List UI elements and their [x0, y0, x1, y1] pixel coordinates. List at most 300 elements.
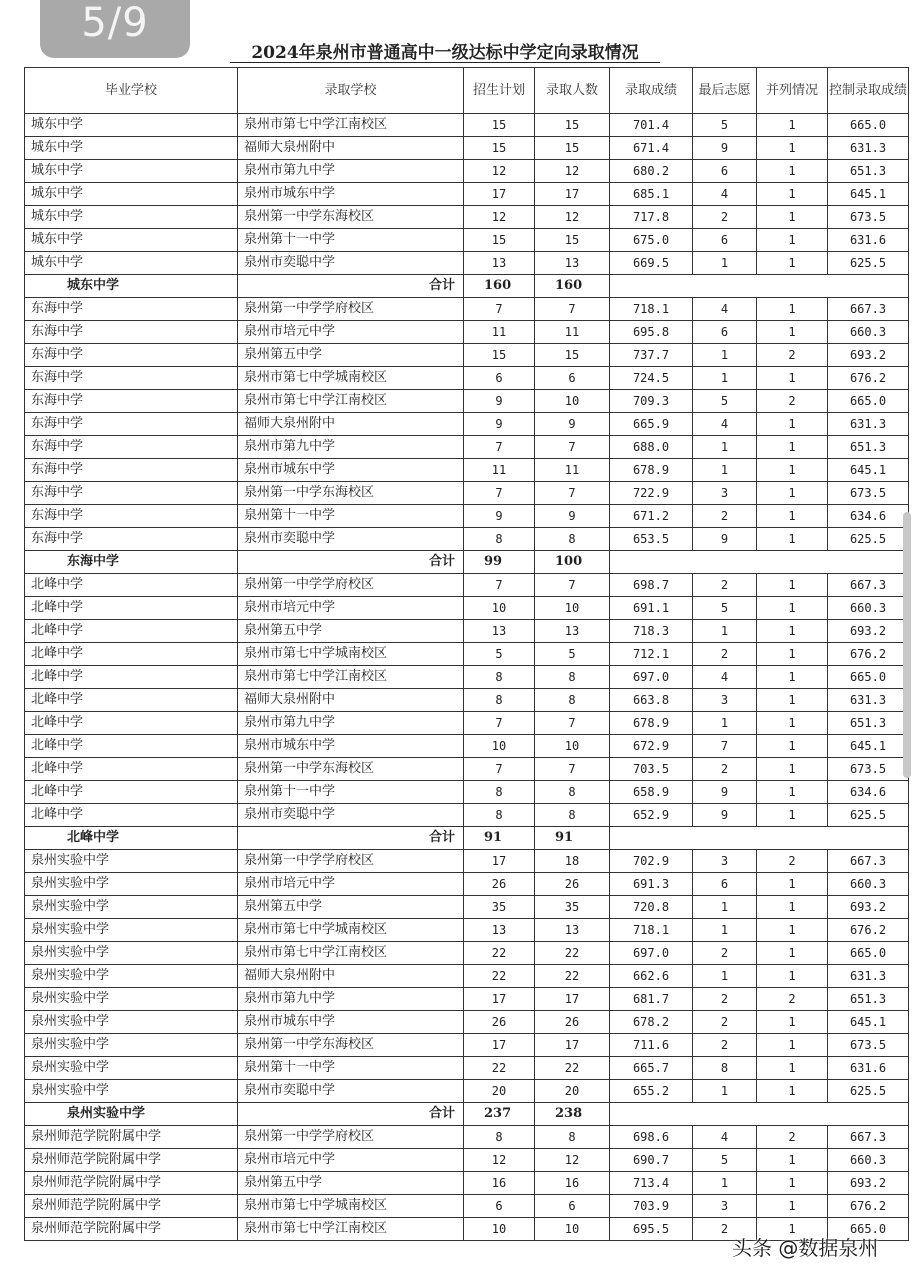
cell-admitting-school: 泉州第五中学 — [238, 344, 464, 367]
cell-control-score: 651.3 — [828, 160, 909, 183]
table-row — [25, 1172, 909, 1195]
cell-last-choice: 4 — [693, 1126, 757, 1149]
table-row — [25, 574, 909, 597]
cell-graduate-school: 泉州实验中学 — [25, 873, 238, 896]
cell-last-choice: 1 — [693, 896, 757, 919]
cell-enrollment-plan: 7 — [464, 712, 535, 735]
cell-admission-score: 709.3 — [610, 390, 693, 413]
cell-enrollment-plan: 15 — [464, 114, 535, 137]
table-row — [25, 505, 909, 528]
cell-graduate-school: 泉州实验中学 — [25, 1080, 238, 1103]
cell-graduate-school: 泉州实验中学 — [25, 988, 238, 1011]
cell-last-choice: 8 — [693, 1057, 757, 1080]
table-row — [25, 114, 909, 137]
table-row — [25, 850, 909, 873]
table-row — [25, 597, 909, 620]
cell-enrollment-plan: 7 — [464, 298, 535, 321]
table-row — [25, 252, 909, 275]
cell-admitted-count: 17 — [535, 1034, 610, 1057]
cell-last-choice: 4 — [693, 666, 757, 689]
cell-enrollment-plan: 11 — [464, 459, 535, 482]
cell-graduate-school: 城东中学 — [25, 252, 238, 275]
cell-control-score: 665.0 — [828, 390, 909, 413]
cell-tie-status: 1 — [757, 735, 828, 758]
cell-control-score: 676.2 — [828, 1195, 909, 1218]
cell-graduate-school: 泉州师范学院附属中学 — [25, 1172, 238, 1195]
cell-control-score: 665.0 — [828, 114, 909, 137]
cell-tie-status: 1 — [757, 666, 828, 689]
cell-admission-score: 737.7 — [610, 344, 693, 367]
table-row — [25, 436, 909, 459]
cell-admitted-count: 7 — [535, 574, 610, 597]
subtotal-row — [25, 275, 909, 298]
cell-last-choice: 6 — [693, 873, 757, 896]
cell-tie-status: 1 — [757, 896, 828, 919]
cell-admitting-school: 泉州第五中学 — [238, 620, 464, 643]
cell-enrollment-plan: 7 — [464, 436, 535, 459]
cell-control-score: 645.1 — [828, 1011, 909, 1034]
cell-tie-status: 1 — [757, 597, 828, 620]
cell-last-choice: 6 — [693, 229, 757, 252]
cell-graduate-school: 泉州师范学院附属中学 — [25, 1149, 238, 1172]
cell-admission-score: 658.9 — [610, 781, 693, 804]
cell-admitted-count: 26 — [535, 873, 610, 896]
cell-last-choice: 1 — [693, 620, 757, 643]
cell-graduate-school: 北峰中学 — [25, 735, 238, 758]
cell-admitting-school: 泉州市奕聪中学 — [238, 528, 464, 551]
cell-control-score: 631.3 — [828, 413, 909, 436]
cell-tie-status: 1 — [757, 160, 828, 183]
cell-last-choice: 3 — [693, 689, 757, 712]
cell-graduate-school: 城东中学 — [25, 206, 238, 229]
cell-admitting-school: 泉州市奕聪中学 — [238, 804, 464, 827]
cell-admitted-count: 10 — [535, 390, 610, 413]
cell-graduate-school: 泉州师范学院附属中学 — [25, 1195, 238, 1218]
table-row — [25, 1034, 909, 1057]
cell-tie-status: 1 — [757, 689, 828, 712]
cell-enrollment-plan: 7 — [464, 574, 535, 597]
cell-admission-score: 685.1 — [610, 183, 693, 206]
cell-admitted-count: 6 — [535, 367, 610, 390]
subtotal-admitted: 91 — [535, 827, 610, 850]
table-row — [25, 390, 909, 413]
cell-control-score: 660.3 — [828, 321, 909, 344]
table-row — [25, 988, 909, 1011]
cell-admission-score: 662.6 — [610, 965, 693, 988]
cell-control-score: 645.1 — [828, 183, 909, 206]
cell-admitting-school: 泉州第一中学学府校区 — [238, 298, 464, 321]
cell-graduate-school: 北峰中学 — [25, 620, 238, 643]
cell-admission-score: 678.9 — [610, 459, 693, 482]
cell-graduate-school: 泉州实验中学 — [25, 850, 238, 873]
cell-control-score: 673.5 — [828, 1034, 909, 1057]
cell-graduate-school: 城东中学 — [25, 137, 238, 160]
cell-graduate-school: 泉州实验中学 — [25, 1034, 238, 1057]
cell-admitting-school: 泉州第十一中学 — [238, 781, 464, 804]
cell-graduate-school: 东海中学 — [25, 298, 238, 321]
cell-admission-score: 712.1 — [610, 643, 693, 666]
cell-graduate-school: 泉州实验中学 — [25, 942, 238, 965]
header-control-score: 控制录取成绩 — [828, 68, 909, 114]
cell-control-score: 665.0 — [828, 1218, 909, 1241]
cell-control-score: 660.3 — [828, 873, 909, 896]
cell-enrollment-plan: 13 — [464, 252, 535, 275]
cell-admission-score: 697.0 — [610, 942, 693, 965]
table-row — [25, 367, 909, 390]
cell-admitted-count: 12 — [535, 1149, 610, 1172]
subtotal-school: 城东中学 — [25, 275, 238, 298]
cell-tie-status: 1 — [757, 298, 828, 321]
cell-graduate-school: 北峰中学 — [25, 643, 238, 666]
subtotal-label: 合计 — [238, 1103, 464, 1126]
cell-graduate-school: 北峰中学 — [25, 666, 238, 689]
cell-admitting-school: 泉州市培元中学 — [238, 597, 464, 620]
cell-last-choice: 9 — [693, 528, 757, 551]
cell-admission-score: 713.4 — [610, 1172, 693, 1195]
cell-admission-score: 701.4 — [610, 114, 693, 137]
cell-control-score: 651.3 — [828, 436, 909, 459]
cell-enrollment-plan: 17 — [464, 1034, 535, 1057]
table-row — [25, 1011, 909, 1034]
cell-admission-score: 671.4 — [610, 137, 693, 160]
cell-admission-score: 691.3 — [610, 873, 693, 896]
cell-admitting-school: 泉州市第九中学 — [238, 712, 464, 735]
cell-admitted-count: 15 — [535, 229, 610, 252]
cell-admitted-count: 9 — [535, 413, 610, 436]
cell-admission-score: 717.8 — [610, 206, 693, 229]
cell-graduate-school: 北峰中学 — [25, 781, 238, 804]
cell-last-choice: 1 — [693, 367, 757, 390]
subtotal-plan: 160 — [464, 275, 535, 298]
cell-control-score: 693.2 — [828, 620, 909, 643]
cell-admitted-count: 7 — [535, 758, 610, 781]
table-row — [25, 1126, 909, 1149]
table-row — [25, 965, 909, 988]
admission-table-container — [24, 67, 909, 1241]
cell-enrollment-plan: 13 — [464, 919, 535, 942]
subtotal-blank — [610, 551, 909, 574]
cell-tie-status: 1 — [757, 712, 828, 735]
header-admitting-school: 录取学校 — [238, 68, 464, 114]
cell-last-choice: 1 — [693, 965, 757, 988]
cell-tie-status: 1 — [757, 505, 828, 528]
cell-last-choice: 2 — [693, 758, 757, 781]
cell-admission-score: 703.9 — [610, 1195, 693, 1218]
cell-admission-score: 695.5 — [610, 1218, 693, 1241]
header-graduate-school: 毕业学校 — [25, 68, 238, 114]
cell-admitted-count: 17 — [535, 988, 610, 1011]
cell-admission-score: 665.9 — [610, 413, 693, 436]
cell-enrollment-plan: 17 — [464, 850, 535, 873]
cell-admitted-count: 13 — [535, 919, 610, 942]
cell-admitted-count: 10 — [535, 597, 610, 620]
table-row — [25, 758, 909, 781]
cell-graduate-school: 北峰中学 — [25, 804, 238, 827]
cell-admitted-count: 8 — [535, 781, 610, 804]
cell-last-choice: 2 — [693, 643, 757, 666]
cell-graduate-school: 东海中学 — [25, 367, 238, 390]
cell-admission-score: 655.2 — [610, 1080, 693, 1103]
cell-control-score: 676.2 — [828, 643, 909, 666]
cell-last-choice: 2 — [693, 1034, 757, 1057]
cell-admitted-count: 8 — [535, 666, 610, 689]
cell-admitted-count: 17 — [535, 183, 610, 206]
cell-control-score: 693.2 — [828, 1172, 909, 1195]
cell-admitted-count: 7 — [535, 298, 610, 321]
cell-admitting-school: 泉州市奕聪中学 — [238, 252, 464, 275]
table-row — [25, 321, 909, 344]
cell-admitted-count: 9 — [535, 505, 610, 528]
cell-admitting-school: 泉州市第七中学城南校区 — [238, 1195, 464, 1218]
cell-admission-score: 718.1 — [610, 919, 693, 942]
cell-admitting-school: 泉州第十一中学 — [238, 1057, 464, 1080]
subtotal-admitted: 160 — [535, 275, 610, 298]
cell-last-choice: 9 — [693, 804, 757, 827]
cell-enrollment-plan: 5 — [464, 643, 535, 666]
cell-admitted-count: 35 — [535, 896, 610, 919]
cell-tie-status: 1 — [757, 781, 828, 804]
cell-enrollment-plan: 17 — [464, 183, 535, 206]
cell-control-score: 631.6 — [828, 229, 909, 252]
cell-last-choice: 5 — [693, 597, 757, 620]
cell-control-score: 651.3 — [828, 988, 909, 1011]
cell-admitted-count: 8 — [535, 804, 610, 827]
cell-admitted-count: 10 — [535, 735, 610, 758]
cell-enrollment-plan: 8 — [464, 804, 535, 827]
cell-admitted-count: 11 — [535, 321, 610, 344]
cell-graduate-school: 城东中学 — [25, 160, 238, 183]
subtotal-admitted: 100 — [535, 551, 610, 574]
table-row — [25, 712, 909, 735]
table-row — [25, 942, 909, 965]
cell-admission-score: 720.8 — [610, 896, 693, 919]
cell-control-score: 631.6 — [828, 1057, 909, 1080]
cell-admitted-count: 12 — [535, 206, 610, 229]
subtotal-row — [25, 551, 909, 574]
cell-enrollment-plan: 12 — [464, 160, 535, 183]
cell-tie-status: 1 — [757, 206, 828, 229]
subtotal-school: 北峰中学 — [25, 827, 238, 850]
cell-admitting-school: 泉州第十一中学 — [238, 505, 464, 528]
cell-enrollment-plan: 8 — [464, 528, 535, 551]
cell-admitting-school: 泉州第十一中学 — [238, 229, 464, 252]
header-admitted-count: 录取人数 — [535, 68, 610, 114]
cell-control-score: 673.5 — [828, 206, 909, 229]
cell-enrollment-plan: 9 — [464, 390, 535, 413]
cell-admitted-count: 15 — [535, 137, 610, 160]
cell-enrollment-plan: 9 — [464, 505, 535, 528]
table-row — [25, 298, 909, 321]
cell-control-score: 676.2 — [828, 367, 909, 390]
cell-admitting-school: 福师大泉州附中 — [238, 413, 464, 436]
cell-tie-status: 1 — [757, 804, 828, 827]
cell-graduate-school: 泉州师范学院附属中学 — [25, 1218, 238, 1241]
cell-admission-score: 681.7 — [610, 988, 693, 1011]
subtotal-row — [25, 1103, 909, 1126]
cell-tie-status: 1 — [757, 965, 828, 988]
cell-control-score: 625.5 — [828, 252, 909, 275]
cell-tie-status: 1 — [757, 1011, 828, 1034]
cell-control-score: 693.2 — [828, 896, 909, 919]
cell-last-choice: 1 — [693, 459, 757, 482]
vertical-scrollbar[interactable] — [903, 512, 911, 778]
cell-admitting-school: 泉州市第九中学 — [238, 160, 464, 183]
cell-tie-status: 1 — [757, 643, 828, 666]
cell-admitting-school: 泉州市第七中学江南校区 — [238, 1218, 464, 1241]
cell-control-score: 667.3 — [828, 574, 909, 597]
table-row — [25, 1149, 909, 1172]
cell-graduate-school: 泉州师范学院附属中学 — [25, 1126, 238, 1149]
cell-admission-score: 695.8 — [610, 321, 693, 344]
cell-enrollment-plan: 11 — [464, 321, 535, 344]
cell-last-choice: 5 — [693, 1149, 757, 1172]
cell-enrollment-plan: 22 — [464, 1057, 535, 1080]
subtotal-school: 东海中学 — [25, 551, 238, 574]
cell-admitting-school: 泉州第五中学 — [238, 896, 464, 919]
cell-enrollment-plan: 6 — [464, 367, 535, 390]
cell-tie-status: 1 — [757, 919, 828, 942]
watermark: 头条 @数据泉州 — [732, 1236, 879, 1260]
cell-admission-score: 672.9 — [610, 735, 693, 758]
cell-admission-score: 665.7 — [610, 1057, 693, 1080]
cell-graduate-school: 城东中学 — [25, 114, 238, 137]
cell-admitting-school: 福师大泉州附中 — [238, 689, 464, 712]
cell-admitting-school: 泉州市第七中学城南校区 — [238, 367, 464, 390]
cell-admitted-count: 7 — [535, 712, 610, 735]
cell-control-score: 631.3 — [828, 137, 909, 160]
cell-admitting-school: 福师大泉州附中 — [238, 137, 464, 160]
table-row — [25, 735, 909, 758]
cell-admitting-school: 泉州市第七中学江南校区 — [238, 666, 464, 689]
cell-graduate-school: 东海中学 — [25, 344, 238, 367]
subtotal-label: 合计 — [238, 275, 464, 298]
cell-admitting-school: 泉州市奕聪中学 — [238, 1080, 464, 1103]
cell-enrollment-plan: 26 — [464, 1011, 535, 1034]
cell-control-score: 660.3 — [828, 597, 909, 620]
cell-admitting-school: 泉州市培元中学 — [238, 1149, 464, 1172]
cell-admitted-count: 13 — [535, 252, 610, 275]
cell-tie-status: 1 — [757, 1149, 828, 1172]
cell-admission-score: 652.9 — [610, 804, 693, 827]
cell-admission-score: 697.0 — [610, 666, 693, 689]
cell-tie-status: 1 — [757, 321, 828, 344]
cell-admitted-count: 5 — [535, 643, 610, 666]
cell-enrollment-plan: 10 — [464, 1218, 535, 1241]
cell-admitted-count: 7 — [535, 482, 610, 505]
cell-control-score: 651.3 — [828, 712, 909, 735]
cell-enrollment-plan: 22 — [464, 965, 535, 988]
cell-last-choice: 2 — [693, 942, 757, 965]
table-row — [25, 1057, 909, 1080]
cell-last-choice: 1 — [693, 919, 757, 942]
cell-admitting-school: 泉州第一中学学府校区 — [238, 1126, 464, 1149]
cell-enrollment-plan: 9 — [464, 413, 535, 436]
cell-last-choice: 1 — [693, 252, 757, 275]
cell-last-choice: 4 — [693, 183, 757, 206]
cell-control-score: 673.5 — [828, 758, 909, 781]
table-row — [25, 137, 909, 160]
cell-admitting-school: 泉州市第九中学 — [238, 436, 464, 459]
cell-graduate-school: 东海中学 — [25, 482, 238, 505]
table-row — [25, 689, 909, 712]
cell-admission-score: 711.6 — [610, 1034, 693, 1057]
cell-admitted-count: 18 — [535, 850, 610, 873]
cell-graduate-school: 城东中学 — [25, 183, 238, 206]
cell-enrollment-plan: 26 — [464, 873, 535, 896]
cell-graduate-school: 城东中学 — [25, 229, 238, 252]
table-row — [25, 459, 909, 482]
cell-admitted-count: 12 — [535, 160, 610, 183]
cell-admitting-school: 福师大泉州附中 — [238, 965, 464, 988]
cell-last-choice: 2 — [693, 988, 757, 1011]
cell-admitting-school: 泉州第一中学东海校区 — [238, 1034, 464, 1057]
cell-admitted-count: 22 — [535, 942, 610, 965]
cell-tie-status: 2 — [757, 1126, 828, 1149]
cell-last-choice: 1 — [693, 344, 757, 367]
table-row — [25, 1080, 909, 1103]
cell-last-choice: 2 — [693, 505, 757, 528]
cell-graduate-school: 北峰中学 — [25, 689, 238, 712]
cell-control-score: 634.6 — [828, 781, 909, 804]
cell-control-score: 667.3 — [828, 1126, 909, 1149]
table-row — [25, 482, 909, 505]
cell-graduate-school: 东海中学 — [25, 436, 238, 459]
cell-admission-score: 691.1 — [610, 597, 693, 620]
cell-admitted-count: 13 — [535, 620, 610, 643]
cell-tie-status: 1 — [757, 229, 828, 252]
cell-admission-score: 669.5 — [610, 252, 693, 275]
cell-admitting-school: 泉州市第七中学江南校区 — [238, 390, 464, 413]
cell-tie-status: 1 — [757, 1080, 828, 1103]
cell-tie-status: 1 — [757, 436, 828, 459]
subtotal-row — [25, 827, 909, 850]
cell-admitted-count: 6 — [535, 1195, 610, 1218]
cell-control-score: 625.5 — [828, 804, 909, 827]
cell-control-score: 634.6 — [828, 505, 909, 528]
table-row — [25, 344, 909, 367]
cell-tie-status: 1 — [757, 137, 828, 160]
cell-admitted-count: 11 — [535, 459, 610, 482]
cell-graduate-school: 东海中学 — [25, 505, 238, 528]
cell-admitting-school: 泉州市第七中学城南校区 — [238, 919, 464, 942]
cell-last-choice: 2 — [693, 206, 757, 229]
table-row — [25, 804, 909, 827]
cell-admission-score: 698.7 — [610, 574, 693, 597]
subtotal-blank — [610, 827, 909, 850]
cell-admitting-school: 泉州市城东中学 — [238, 183, 464, 206]
cell-enrollment-plan: 35 — [464, 896, 535, 919]
cell-tie-status: 1 — [757, 252, 828, 275]
subtotal-plan: 99 — [464, 551, 535, 574]
table-row — [25, 873, 909, 896]
cell-last-choice: 5 — [693, 390, 757, 413]
cell-last-choice: 7 — [693, 735, 757, 758]
cell-last-choice: 1 — [693, 1172, 757, 1195]
cell-enrollment-plan: 12 — [464, 206, 535, 229]
cell-last-choice: 5 — [693, 114, 757, 137]
cell-last-choice: 6 — [693, 160, 757, 183]
cell-last-choice: 1 — [693, 712, 757, 735]
cell-admitting-school: 泉州市第七中学江南校区 — [238, 114, 464, 137]
cell-tie-status: 1 — [757, 1195, 828, 1218]
table-body — [25, 114, 909, 1241]
header-last-choice: 最后志愿 — [693, 68, 757, 114]
cell-enrollment-plan: 12 — [464, 1149, 535, 1172]
cell-control-score: 665.0 — [828, 666, 909, 689]
cell-enrollment-plan: 6 — [464, 1195, 535, 1218]
cell-last-choice: 4 — [693, 413, 757, 436]
table-row — [25, 1195, 909, 1218]
